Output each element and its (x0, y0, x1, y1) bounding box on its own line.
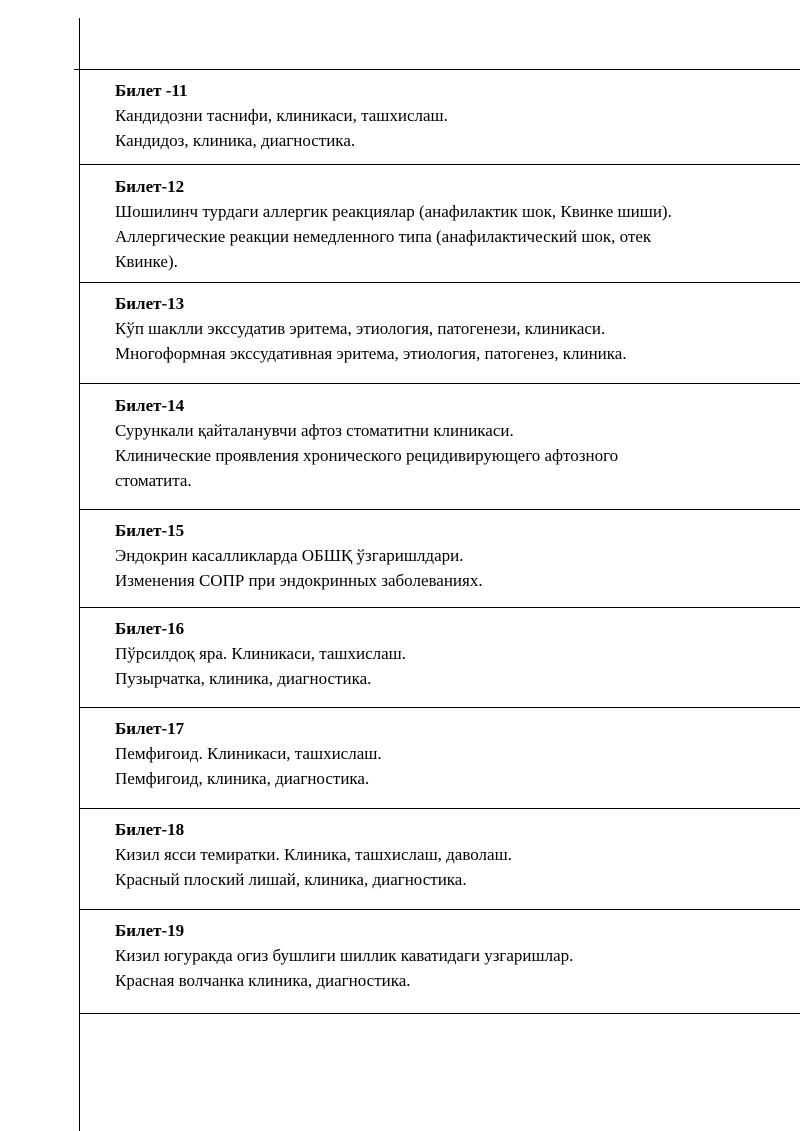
ticket-question-ru: Пузырчатка, клиника, диагностика. (115, 669, 372, 688)
ticket-19 (80, 910, 800, 1014)
ticket-question-uz: Сурункали қайталанувчи афтоз стоматитни клиникаси. (115, 421, 514, 440)
ticket-title: Билет-12 (115, 177, 185, 196)
ticket-question-uz: Шошилинч турдаги аллергик реакциялар (анафилактик шок, Квинке шиши). (115, 202, 672, 221)
ticket-11 (80, 70, 800, 165)
ticket-question-uz: Кизил ясси темиратки. Клиника, ташхислаш, даволаш. (115, 845, 512, 864)
ticket-question-ru: Изменения СОПР при эндокринных заболеваниях. (115, 571, 483, 590)
ticket-16 (80, 608, 800, 708)
ticket-title: Билет-18 (115, 820, 185, 839)
ticket-question-ru-cont: Квинке). (115, 252, 178, 271)
ticket-question-ru: Аллергические реакции немедленного типа (анафилактический шок, отек (115, 227, 652, 246)
ticket-17 (80, 708, 800, 809)
ticket-question-uz: Эндокрин касалликларда ОБШҚ ўзгаришлдари. (115, 546, 464, 565)
ticket-18 (80, 809, 800, 910)
ticket-title: Билет-19 (115, 921, 185, 940)
ticket-question-ru: Красная волчанка клиника, диагностика. (115, 971, 411, 990)
ticket-question-uz: Кўп шаклли экссудатив эритема, этиология, патогенези, клиникаси. (115, 319, 606, 338)
ticket-title: Билет-17 (115, 719, 185, 738)
ticket-title: Билет -11 (115, 81, 188, 100)
ticket-question-ru: Кандидоз, клиника, диагностика. (115, 131, 356, 150)
ticket-title: Билет-15 (115, 521, 185, 540)
ticket-question-uz: Кандидозни таснифи, клиникаси, ташхислаш. (115, 106, 448, 125)
ticket-14 (80, 384, 800, 510)
ticket-15 (80, 510, 800, 608)
ticket-title: Билет-16 (115, 619, 185, 638)
ticket-question-uz: Пўрсилдоқ яра. Клиникаси, ташхислаш. (115, 644, 407, 663)
ticket-question-ru: Многоформная экссудативная эритема, этиология, патогенез, клиника. (115, 344, 627, 363)
ticket-question-ru-cont: стоматита. (115, 471, 192, 490)
ticket-13 (80, 283, 800, 384)
ticket-question-uz: Пемфигоид. Клиникаси, ташхислаш. (115, 744, 382, 763)
ticket-question-ru: Красный плоский лишай, клиника, диагностика. (115, 870, 467, 889)
ticket-title: Билет-14 (115, 396, 185, 415)
ticket-question-uz: Кизил югуракда огиз бушлиги шиллик каватидаги узгаришлар. (115, 946, 574, 965)
ticket-question-ru: Клинические проявления хронического рецидивирующего афтозного (115, 446, 619, 465)
ticket-12 (80, 165, 800, 283)
ticket-title: Билет-13 (115, 294, 185, 313)
ticket-question-ru: Пемфигоид, клиника, диагностика. (115, 769, 370, 788)
